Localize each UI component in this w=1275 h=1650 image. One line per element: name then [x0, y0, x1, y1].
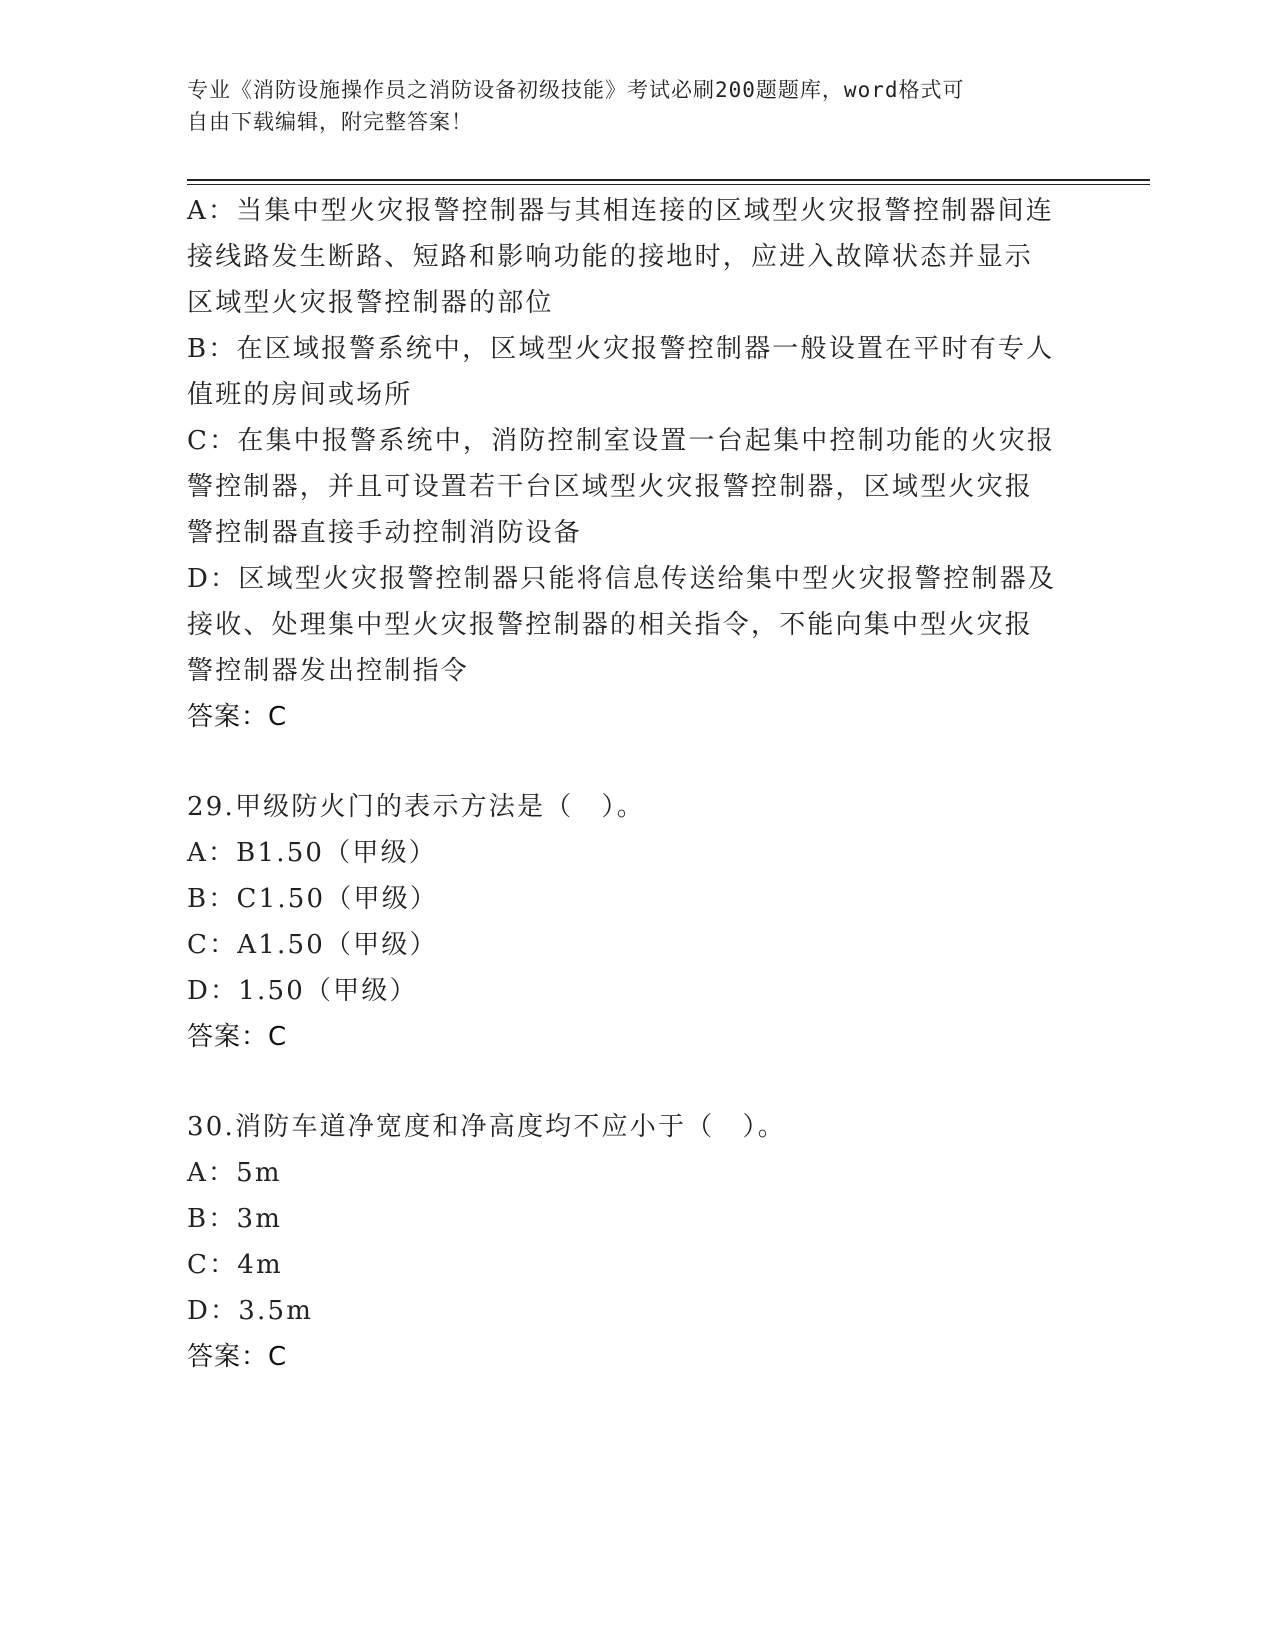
- header-divider-thick: [187, 179, 1150, 181]
- option-d-line: D：区域型火灾报警控制器只能将信息传送给集中型火灾报警控制器及: [187, 564, 1057, 594]
- option-d: [187, 556, 1087, 694]
- question-29-block: [187, 784, 1087, 1060]
- option-d: D：1.50（甲级）: [187, 976, 418, 1006]
- question-text: 30.消防车道净宽度和净高度均不应小于（ ）。: [187, 1112, 786, 1142]
- option-c: C：4m: [187, 1250, 283, 1280]
- option-b-line: B：在区域报警系统中，区域型火灾报警控制器一般设置在平时有专人: [187, 334, 1055, 364]
- document-body: [187, 188, 1087, 1380]
- option-b: [187, 326, 1087, 418]
- option-b: B：3m: [187, 1204, 283, 1234]
- header-line-1: 专业《消防设施操作员之消防设备初级技能》考试必刷200题题库，word格式可: [187, 78, 965, 102]
- option-c: C：A1.50（甲级）: [187, 930, 438, 960]
- option-c-line: 警控制器，并且可设置若干台区域型火灾报警控制器，区域型火灾报: [187, 472, 1034, 502]
- spacer: [187, 1060, 1087, 1104]
- header-divider-thin: [187, 184, 1150, 185]
- option-d: D：3.5m: [187, 1296, 314, 1326]
- option-c: [187, 418, 1087, 556]
- option-a-line: 区域型火灾报警控制器的部位: [187, 288, 554, 318]
- spacer: [187, 740, 1087, 784]
- option-c-line: 警控制器直接手动控制消防设备: [187, 518, 582, 548]
- option-d-line: 接收、处理集中型火灾报警控制器的相关指令，不能向集中型火灾报: [187, 610, 1034, 640]
- option-a: A：5m: [187, 1158, 282, 1188]
- answer-label: 答案：C: [187, 1342, 288, 1372]
- question-30-block: [187, 1104, 1087, 1380]
- option-c-line: C：在集中报警系统中，消防控制室设置一台起集中控制功能的火灾报: [187, 426, 1056, 456]
- prev-question-block: [187, 188, 1087, 740]
- option-b-line: 值班的房间或场所: [187, 380, 413, 410]
- option-d-line: 警控制器发出控制指令: [187, 656, 470, 686]
- option-a-line: 接线路发生断路、短路和影响功能的接地时，应进入故障状态并显示: [187, 242, 1034, 272]
- option-a: A：B1.50（甲级）: [187, 838, 437, 868]
- answer-label: 答案：C: [187, 702, 288, 732]
- option-b: B：C1.50（甲级）: [187, 884, 439, 914]
- question-text: 29.甲级防火门的表示方法是（ ）。: [187, 792, 645, 822]
- option-a: [187, 188, 1087, 326]
- answer-label: 答案：C: [187, 1022, 288, 1052]
- header-line-2: 自由下载编辑，附完整答案！: [187, 110, 473, 134]
- document-header: [187, 74, 1067, 138]
- option-a-line: A：当集中型火灾报警控制器与其相连接的区域型火灾报警控制器间连: [187, 196, 1054, 226]
